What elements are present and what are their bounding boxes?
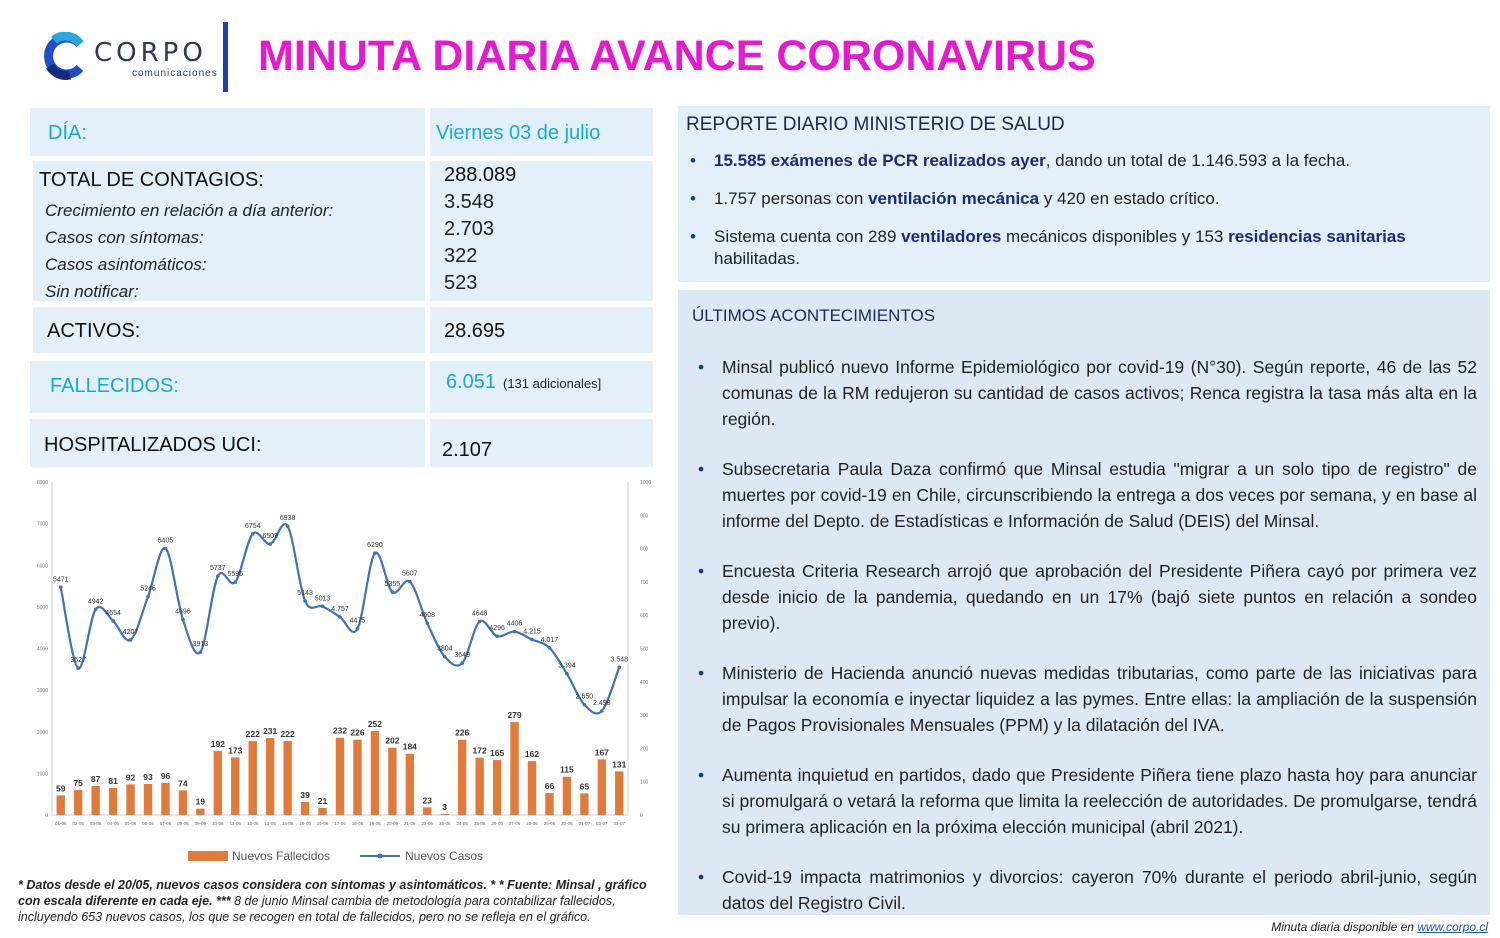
note-part-3: *** bbox=[212, 894, 235, 908]
uci-label-cell bbox=[30, 419, 425, 467]
corpo-logo-icon bbox=[40, 32, 88, 80]
bar-nuevos-fallecidos bbox=[301, 802, 309, 815]
sub-label-growth: Crecimiento en relación a día anterior: bbox=[45, 201, 334, 220]
x-axis-tick-label: 11-06 bbox=[229, 821, 241, 826]
line-data-label: 2.498 bbox=[593, 700, 611, 708]
minsal-item-3-pre: Sistema cuenta con 289 bbox=[714, 227, 902, 246]
minsal-item-2 bbox=[686, 188, 1476, 210]
line-data-label: 3913 bbox=[192, 641, 209, 649]
bar-data-label: 167 bbox=[594, 747, 609, 758]
bar-data-label: 115 bbox=[560, 764, 574, 775]
line-point-nuevos-casos bbox=[76, 666, 80, 670]
minsal-report-list bbox=[686, 150, 1476, 286]
bar-data-label: 66 bbox=[544, 781, 555, 792]
bar-nuevos-fallecidos bbox=[615, 771, 623, 815]
line-data-label: 3527 bbox=[70, 657, 86, 665]
right-axis-tick-label: 400 bbox=[640, 679, 649, 686]
right-axis-tick-label: 700 bbox=[640, 579, 649, 586]
bar-data-label: 226 bbox=[350, 727, 365, 738]
bar-data-label: 222 bbox=[245, 729, 260, 740]
bar-nuevos-fallecidos bbox=[475, 758, 483, 815]
bar-data-label: 222 bbox=[280, 729, 295, 740]
deaths-extra: (131 adicionales] bbox=[503, 376, 602, 391]
line-data-label: 6938 bbox=[279, 515, 296, 523]
line-data-label: 5355 bbox=[384, 581, 401, 589]
line-data-label: 4296 bbox=[489, 625, 505, 633]
right-axis-tick-label: 500 bbox=[640, 646, 649, 653]
line-data-label: 5737 bbox=[210, 565, 226, 573]
line-point-nuevos-casos bbox=[164, 547, 168, 551]
uci-value-cell bbox=[430, 419, 653, 467]
line-point-nuevos-casos bbox=[338, 615, 342, 619]
bar-data-label: 74 bbox=[178, 778, 188, 789]
latest-events-title: ÚLTIMOS ACONTECIMIENTOS bbox=[692, 306, 936, 325]
bar-nuevos-fallecidos bbox=[580, 793, 588, 815]
note-part-1: * Datos desde el 20/05, nuevos casos considera con síntomas y asintomáticos. bbox=[18, 878, 487, 892]
x-axis-tick-label: 06-06 bbox=[142, 821, 154, 826]
right-axis-tick-label: 200 bbox=[640, 746, 649, 753]
minsal-item-3 bbox=[686, 226, 1476, 270]
line-data-label: 3.394 bbox=[558, 662, 576, 670]
line-data-label: 6290 bbox=[367, 542, 383, 550]
x-axis-tick-label: 15-06 bbox=[299, 821, 311, 826]
sub-value-growth: 3.548 bbox=[444, 191, 495, 213]
bar-nuevos-fallecidos bbox=[528, 761, 536, 815]
right-axis-tick-label: 0 bbox=[640, 813, 643, 819]
line-point-nuevos-casos bbox=[530, 638, 534, 642]
x-axis-tick-label: 17-06 bbox=[334, 821, 346, 826]
line-data-label: 2.650 bbox=[575, 693, 594, 701]
line-point-nuevos-casos bbox=[216, 574, 220, 578]
x-axis-tick-label: 20-06 bbox=[386, 821, 399, 826]
deaths-label-cell bbox=[30, 361, 425, 413]
sub-label-asymptomatic: Casos asintomáticos: bbox=[45, 255, 207, 274]
latest-events-list bbox=[692, 354, 1477, 938]
line-data-label: 5607 bbox=[402, 570, 418, 578]
line-point-nuevos-casos bbox=[583, 703, 587, 707]
right-axis-tick-label: 300 bbox=[640, 713, 649, 720]
bar-data-label: 162 bbox=[524, 749, 540, 760]
bar-nuevos-fallecidos bbox=[441, 814, 449, 815]
bar-data-label: 39 bbox=[300, 790, 310, 801]
line-data-label: 5246 bbox=[140, 585, 156, 593]
bar-data-label: 232 bbox=[332, 725, 348, 736]
bar-data-label: 184 bbox=[402, 741, 417, 752]
x-axis-tick-label: 08-06 bbox=[177, 821, 189, 826]
x-axis-tick-label: 10-06 bbox=[212, 821, 224, 826]
total-cases-value: 288.089 bbox=[444, 164, 517, 186]
bar-data-label: 192 bbox=[210, 739, 225, 750]
active-label-cell bbox=[33, 307, 425, 353]
line-point-nuevos-casos bbox=[59, 585, 63, 589]
x-axis-tick-label: 09-06 bbox=[194, 821, 207, 826]
chart-footnote bbox=[18, 877, 658, 925]
minsal-item-3-post: habilitadas. bbox=[714, 249, 801, 268]
line-data-label: 4.215 bbox=[523, 628, 541, 636]
sub-labels bbox=[45, 197, 333, 305]
bar-data-label: 75 bbox=[73, 778, 83, 789]
x-axis-tick-label: 29-06 bbox=[543, 821, 556, 826]
left-axis-tick-label: 2000 bbox=[36, 729, 48, 736]
bar-data-label: 279 bbox=[507, 710, 522, 721]
minsal-item-1-text: , dando un total de 1.146.593 a la fecha. bbox=[1045, 151, 1351, 170]
footer-text: Minuta diaria disponible en bbox=[1271, 920, 1418, 934]
x-axis-tick-label: 24-06 bbox=[456, 821, 468, 826]
line-data-label: 4475 bbox=[349, 617, 366, 625]
bar-nuevos-fallecidos bbox=[336, 738, 344, 815]
day-label-cell bbox=[30, 108, 425, 156]
line-data-label: 4648 bbox=[471, 610, 488, 618]
line-data-label: 5013 bbox=[314, 595, 331, 603]
line-point-nuevos-casos bbox=[617, 666, 621, 670]
latest-events-panel bbox=[678, 290, 1490, 915]
line-data-label: 4.017 bbox=[540, 636, 559, 644]
total-cases-label: TOTAL DE CONTAGIOS: bbox=[39, 169, 264, 191]
line-point-nuevos-casos bbox=[373, 551, 377, 555]
line-point-nuevos-casos bbox=[513, 630, 517, 634]
right-axis-tick-label: 600 bbox=[640, 613, 649, 620]
line-data-label: 4942 bbox=[87, 598, 104, 606]
bar-nuevos-fallecidos bbox=[91, 786, 99, 815]
bar-nuevos-fallecidos bbox=[458, 740, 466, 815]
bar-data-label: 3 bbox=[442, 802, 448, 813]
minsal-report-panel bbox=[678, 106, 1490, 282]
line-point-nuevos-casos bbox=[303, 599, 307, 603]
minsal-item-1 bbox=[686, 150, 1476, 172]
footer-link[interactable]: www.corpo.cl bbox=[1417, 920, 1488, 934]
legend-swatch-casos-point bbox=[378, 854, 383, 859]
line-point-nuevos-casos bbox=[408, 580, 412, 584]
bar-nuevos-fallecidos bbox=[74, 790, 82, 815]
event-item: • Subsecretaria Paula Daza confirmó que Minsal estudia "migrar a un solo tipo de registro" de muertes por covid-19 en Chile, circunscribiendo la entrega a dos veces por semana, y en base al informe del Depto. de Estadísticas e Información de Salud (DEIS) del Minsal. bbox=[692, 456, 1477, 534]
bar-nuevos-fallecidos bbox=[161, 783, 169, 815]
x-axis-tick-label: 14-06 bbox=[281, 821, 294, 826]
bar-data-label: 21 bbox=[317, 796, 328, 807]
bar-nuevos-fallecidos bbox=[126, 784, 134, 815]
bar-nuevos-fallecidos bbox=[283, 741, 291, 815]
x-axis-tick-label: 18-06 bbox=[351, 821, 364, 826]
line-point-nuevos-casos bbox=[233, 580, 237, 584]
bar-data-label: 96 bbox=[160, 771, 171, 782]
line-data-label: 3.548 bbox=[610, 656, 629, 664]
sub-value-unreported: 523 bbox=[444, 272, 478, 294]
x-axis-tick-label: 28-06 bbox=[526, 821, 538, 826]
active-value: 28.695 bbox=[444, 320, 506, 342]
line-point-nuevos-casos bbox=[251, 532, 255, 536]
bar-data-label: 65 bbox=[579, 781, 590, 792]
bar-data-label: 252 bbox=[367, 719, 383, 730]
x-axis-tick-label: 12-06 bbox=[246, 821, 259, 826]
left-axis-tick-label: 8000 bbox=[36, 480, 48, 486]
bar-nuevos-fallecidos bbox=[144, 784, 152, 815]
deaths-value-cell bbox=[430, 361, 653, 413]
line-point-nuevos-casos bbox=[286, 524, 290, 528]
bar-nuevos-fallecidos bbox=[388, 748, 396, 815]
bar-nuevos-fallecidos bbox=[196, 809, 204, 815]
bar-nuevos-fallecidos bbox=[545, 793, 553, 815]
left-axis-tick-label: 7000 bbox=[36, 521, 48, 528]
logo-subtitle: comunicaciones bbox=[132, 68, 218, 79]
line-data-label: 4207 bbox=[122, 628, 139, 636]
line-data-label: 6405 bbox=[157, 537, 174, 545]
line-point-nuevos-casos bbox=[199, 650, 203, 654]
line-data-label: 5596 bbox=[227, 571, 244, 579]
x-axis-tick-label: 01-06 bbox=[54, 821, 67, 826]
line-point-nuevos-casos bbox=[548, 646, 552, 650]
event-item: • Minsal publicó nuevo Informe Epidemiológico por covid-19 (N°30). Según reporte, 46 de las 52 comunas de la RM redujeron su cantidad de casos activos; Renca registra la tasa más alta en la región. bbox=[692, 354, 1477, 432]
legend-label-fallecidos: Nuevos Fallecidos bbox=[232, 849, 331, 863]
bar-data-label: 172 bbox=[472, 745, 487, 756]
right-axis-tick-label: 1000 bbox=[640, 480, 652, 486]
line-data-label: 4696 bbox=[175, 608, 191, 616]
legend-label-casos: Nuevos Casos bbox=[405, 849, 484, 863]
line-nuevos-casos bbox=[61, 524, 620, 713]
left-axis-tick-label: 3000 bbox=[36, 688, 48, 695]
sub-values bbox=[444, 189, 494, 297]
line-point-nuevos-casos bbox=[94, 607, 98, 611]
bar-data-label: 131 bbox=[612, 759, 627, 770]
logo-word: CORPO bbox=[94, 38, 207, 68]
minsal-item-3-bold-2: residencias sanitarias bbox=[1228, 227, 1406, 246]
line-data-label: 4406 bbox=[506, 620, 523, 628]
line-point-nuevos-casos bbox=[478, 620, 482, 624]
covid-chart-svg bbox=[30, 470, 660, 870]
bar-data-label: 92 bbox=[125, 772, 136, 783]
right-axis-tick-label: 800 bbox=[640, 546, 649, 553]
header-divider bbox=[223, 22, 228, 92]
left-axis-tick-label: 0 bbox=[45, 813, 48, 819]
right-axis-tick-label: 100 bbox=[640, 779, 649, 786]
bar-nuevos-fallecidos bbox=[493, 760, 501, 815]
line-point-nuevos-casos bbox=[146, 595, 150, 599]
left-axis-tick-label: 5000 bbox=[36, 604, 48, 611]
bar-data-label: 81 bbox=[108, 776, 118, 787]
active-value-cell bbox=[430, 307, 653, 353]
x-axis-tick-label: 30-06 bbox=[561, 821, 573, 826]
x-axis-tick-label: 22-06 bbox=[421, 821, 434, 826]
line-data-label: 4654 bbox=[105, 609, 121, 617]
bar-nuevos-fallecidos bbox=[318, 808, 326, 815]
x-axis-tick-label: 21-06 bbox=[404, 821, 416, 826]
sub-label-symptoms: Casos con síntomas: bbox=[45, 228, 204, 247]
bar-nuevos-fallecidos bbox=[231, 757, 239, 815]
line-point-nuevos-casos bbox=[111, 619, 115, 623]
bar-nuevos-fallecidos bbox=[371, 731, 379, 815]
bar-data-label: 173 bbox=[228, 745, 243, 756]
uci-label: HOSPITALIZADOS UCI: bbox=[44, 434, 262, 456]
sub-value-asymptomatic: 322 bbox=[444, 245, 478, 267]
active-label: ACTIVOS: bbox=[47, 320, 141, 342]
note-part-2: * * Fuente: Minsal , gráfico con escala diferente en cada eje. bbox=[18, 878, 647, 908]
event-item: • Covid-19 impacta matrimonios y divorcios: cayeron 70% durante el periodo abril-junio, según datos del Registro Civil. bbox=[692, 864, 1477, 916]
bar-nuevos-fallecidos bbox=[563, 777, 571, 815]
legend-swatch-fallecidos bbox=[188, 851, 228, 861]
line-point-nuevos-casos bbox=[600, 709, 604, 713]
bar-nuevos-fallecidos bbox=[249, 741, 257, 815]
day-value-cell bbox=[430, 108, 653, 156]
minsal-item-2-bold: ventilación mecánica bbox=[868, 189, 1040, 208]
line-point-nuevos-casos bbox=[460, 661, 464, 665]
x-axis-tick-label: 23-06 bbox=[438, 821, 451, 826]
bar-nuevos-fallecidos bbox=[353, 740, 361, 815]
bar-nuevos-fallecidos bbox=[598, 759, 606, 815]
corpo-logo bbox=[40, 30, 230, 80]
bar-data-label: 19 bbox=[195, 796, 206, 807]
event-item: • Aumenta inquietud en partidos, dado que Presidente Piñera tiene plazo hasta hoy para anunciar si promulgará o vetará la reforma que limita la reelección de autoridades. De promulgarse, tendrá su primera aplicación en la próxima elección municipal (abril 2021). bbox=[692, 762, 1477, 840]
x-axis-tick-label: 16-06 bbox=[316, 821, 329, 826]
bar-nuevos-fallecidos bbox=[423, 807, 431, 815]
minsal-item-1-bold: 15.585 exámenes de PCR realizados ayer bbox=[714, 151, 1046, 170]
line-point-nuevos-casos bbox=[356, 627, 360, 631]
bar-nuevos-fallecidos bbox=[214, 751, 222, 815]
bar-nuevos-fallecidos bbox=[57, 795, 65, 815]
line-data-label: 3649 bbox=[454, 652, 470, 660]
x-axis-tick-label: 26-06 bbox=[491, 821, 503, 826]
covid-chart bbox=[30, 470, 660, 870]
x-axis-tick-label: 05-06 bbox=[124, 821, 137, 826]
line-data-label: 3804 bbox=[436, 645, 453, 653]
bar-nuevos-fallecidos bbox=[406, 754, 414, 815]
line-data-label: 5471 bbox=[52, 576, 69, 584]
bar-data-label: 231 bbox=[263, 726, 278, 737]
left-axis-tick-label: 4000 bbox=[36, 646, 48, 653]
line-point-nuevos-casos bbox=[391, 590, 395, 594]
bar-data-label: 87 bbox=[90, 774, 101, 785]
event-item: • Ministerio de Hacienda anunció nuevas medidas tributarias, como parte de las iniciativas para impulsar la economía e inyectar liquidez a las pymes. Entre ellas: la ampliación de la suspensión de Pagos Provisionales Mensuales (PPM) y la dilatación del IVA. bbox=[692, 660, 1477, 738]
x-axis-tick-label: 07-06 bbox=[159, 821, 172, 826]
x-axis-tick-label: 25-06 bbox=[473, 821, 486, 826]
bar-data-label: 226 bbox=[455, 727, 470, 738]
x-axis-tick-label: 03-06 bbox=[89, 821, 102, 826]
line-data-label: 4608 bbox=[419, 612, 436, 620]
bar-data-label: 202 bbox=[385, 735, 400, 746]
line-data-label: 6509 bbox=[262, 533, 278, 541]
event-item: • Encuesta Criteria Research arrojó que aprobación del Presidente Piñera cayó por primera vez desde inicio de la pandemia, quedando en un 17% (bajó siete puntos en relación a sondeo previo). bbox=[692, 558, 1477, 636]
minsal-item-3-mid: mecánicos disponibles y 153 bbox=[1001, 227, 1229, 246]
line-point-nuevos-casos bbox=[495, 634, 499, 638]
line-point-nuevos-casos bbox=[321, 605, 325, 609]
total-cases-cell bbox=[33, 161, 425, 301]
bar-data-label: 165 bbox=[489, 748, 505, 759]
line-point-nuevos-casos bbox=[181, 618, 185, 622]
sub-value-symptoms: 2.703 bbox=[444, 218, 495, 240]
x-axis-tick-label: 19-06 bbox=[369, 821, 381, 826]
line-data-label: 6754 bbox=[244, 522, 261, 530]
day-value: Viernes 03 de julio bbox=[436, 122, 601, 144]
bar-nuevos-fallecidos bbox=[266, 738, 274, 815]
minsal-item-2-post: y 420 en estado crítico. bbox=[1039, 189, 1220, 208]
left-axis-tick-label: 1000 bbox=[36, 771, 48, 778]
line-point-nuevos-casos bbox=[443, 655, 447, 659]
uci-value: 2.107 bbox=[442, 439, 493, 461]
footer bbox=[1271, 920, 1488, 934]
deaths-label: FALLECIDOS: bbox=[50, 375, 179, 397]
minsal-item-3-bold-1: ventiladores bbox=[901, 227, 1002, 246]
day-label: DÍA: bbox=[48, 122, 87, 144]
line-point-nuevos-casos bbox=[268, 542, 272, 546]
bar-data-label: 59 bbox=[55, 783, 66, 794]
minsal-report-title: REPORTE DIARIO MINISTERIO DE SALUD bbox=[686, 114, 1065, 135]
page-title: MINUTA DIARIA AVANCE CORONAVIRUS bbox=[258, 32, 1096, 80]
bar-nuevos-fallecidos bbox=[510, 722, 518, 815]
line-point-nuevos-casos bbox=[565, 672, 569, 676]
x-axis-tick-label: 02-07 bbox=[596, 821, 608, 826]
line-data-label: 4.757 bbox=[331, 605, 349, 613]
total-cases-value-cell bbox=[430, 161, 653, 301]
x-axis-tick-label: 03-07 bbox=[613, 821, 626, 826]
line-data-label: 5143 bbox=[297, 589, 313, 597]
note-part-4: 8 de junio Minsal cambia de metodología para contabilizar fallecidos, incluyendo 653 nuevos casos, los que se recogen en total de fallecidos, pero no se refleja en el gráfico. bbox=[18, 894, 616, 924]
bar-nuevos-fallecidos bbox=[109, 788, 117, 815]
bar-data-label: 93 bbox=[143, 772, 153, 783]
minsal-item-2-pre: 1.757 personas con bbox=[714, 189, 869, 208]
right-axis-tick-label: 900 bbox=[640, 513, 649, 520]
x-axis-tick-label: 27-06 bbox=[508, 821, 521, 826]
line-point-nuevos-casos bbox=[129, 638, 133, 642]
x-axis-tick-label: 04-06 bbox=[107, 821, 119, 826]
bar-data-label: 23 bbox=[422, 795, 433, 806]
line-point-nuevos-casos bbox=[425, 621, 429, 625]
deaths-value: 6.051 bbox=[446, 371, 497, 393]
x-axis-tick-label: 01-07 bbox=[578, 821, 591, 826]
sub-label-unreported: Sin notificar: bbox=[45, 282, 139, 301]
left-axis-tick-label: 6000 bbox=[36, 563, 48, 570]
bar-nuevos-fallecidos bbox=[179, 790, 187, 815]
x-axis-tick-label: 02-06 bbox=[72, 821, 84, 826]
x-axis-tick-label: 13-06 bbox=[264, 821, 276, 826]
